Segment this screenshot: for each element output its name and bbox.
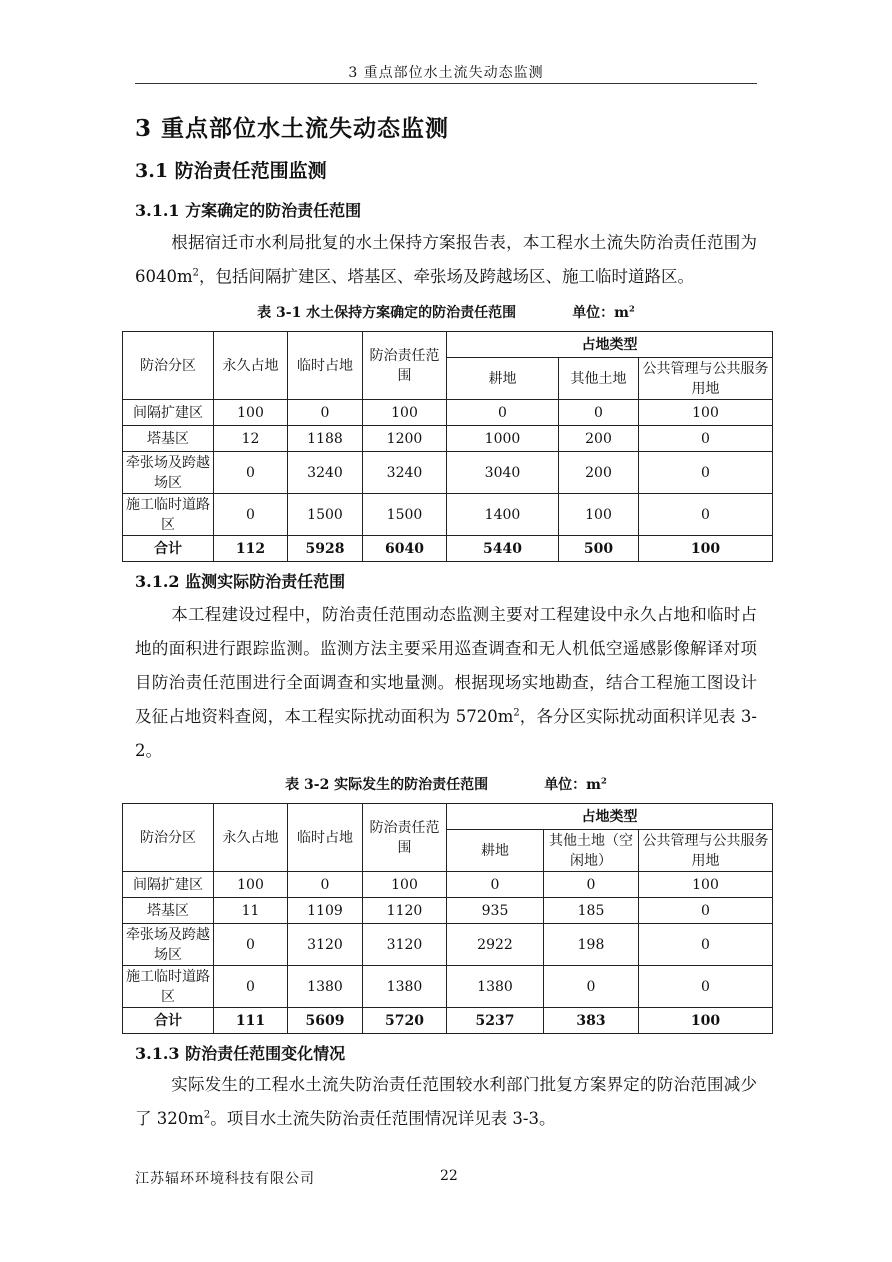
table-cell: 1500 xyxy=(363,494,447,536)
running-head: 3 重点部位水土流失动态监测 xyxy=(348,65,544,81)
table-cell: 1380 xyxy=(363,966,447,1008)
header-scope: 防治责任范围 xyxy=(363,804,447,872)
superscript: 2 xyxy=(513,707,520,719)
table-cell: 塔基区 xyxy=(123,426,214,452)
table-cell: 500 xyxy=(559,536,639,562)
table-cell: 100 xyxy=(214,872,288,898)
table-cell: 935 xyxy=(447,898,544,924)
footer-company: 江苏辐环环境科技有限公司 xyxy=(135,1171,315,1187)
caption-unit xyxy=(572,305,635,321)
table-3-2-caption xyxy=(135,774,757,794)
header-land-type: 占地类型 xyxy=(447,804,773,830)
table-cell: 383 xyxy=(544,1008,639,1034)
subsection-title-311: 3.1.1 方案确定的防治责任范围 xyxy=(135,201,362,220)
table-cell: 1400 xyxy=(447,494,559,536)
table-row xyxy=(123,898,773,924)
table-cell: 6040 xyxy=(363,536,447,562)
paragraph-312-text-b: ，各分区实际扰动面积详见表 3-2。 xyxy=(135,707,757,760)
table-cell: 0 xyxy=(639,966,773,1008)
table-cell: 0 xyxy=(214,494,288,536)
table-cell: 100 xyxy=(639,536,773,562)
header-permanent-land: 永久占地 xyxy=(214,332,288,400)
paragraph-311-text-b: ，包括间隔扩建区、塔基区、牵张场及跨越场区、施工临时道路区。 xyxy=(198,267,694,286)
table-cell: 1000 xyxy=(447,426,559,452)
table-cell: 5720 xyxy=(363,1008,447,1034)
paragraph-311 xyxy=(135,226,757,294)
table-cell: 3240 xyxy=(363,452,447,494)
header-other-land: 其他土地 xyxy=(559,358,639,400)
table-cell: 100 xyxy=(639,1008,773,1034)
table-cell: 合计 xyxy=(123,536,214,562)
header-zone: 防治分区 xyxy=(123,332,214,400)
header-other-land: 其他土地（空闲地） xyxy=(544,830,639,872)
table-cell: 100 xyxy=(363,400,447,426)
table-total-row xyxy=(123,536,773,562)
table-cell: 5609 xyxy=(288,1008,363,1034)
page-number: 22 xyxy=(440,1168,458,1184)
section-title: 3.1 防治责任范围监测 xyxy=(135,160,327,182)
table-cell: 11 xyxy=(214,898,288,924)
table-cell: 牵张场及跨越场区 xyxy=(123,924,214,966)
table-header-row xyxy=(123,804,773,830)
table-cell: 0 xyxy=(447,400,559,426)
table-cell: 5928 xyxy=(288,536,363,562)
table-cell: 3120 xyxy=(363,924,447,966)
table-row xyxy=(123,400,773,426)
table-cell: 0 xyxy=(214,452,288,494)
table-cell: 1188 xyxy=(288,426,363,452)
table-cell: 1200 xyxy=(363,426,447,452)
header-temporary-land: 临时占地 xyxy=(288,804,363,872)
table-cell: 0 xyxy=(214,924,288,966)
table-cell: 0 xyxy=(639,898,773,924)
table-cell: 合计 xyxy=(123,1008,214,1034)
table-header-row xyxy=(123,332,773,358)
subsection-title-312: 3.1.2 监测实际防治责任范围 xyxy=(135,572,346,591)
table-cell: 5237 xyxy=(447,1008,544,1034)
caption-text: 表 3-2 实际发生的防治责任范围 xyxy=(285,777,489,793)
paragraph-313 xyxy=(135,1068,757,1136)
header-scope: 防治责任范围 xyxy=(363,332,447,400)
table-3-1 xyxy=(122,331,773,562)
table-cell: 100 xyxy=(363,872,447,898)
table-cell: 100 xyxy=(214,400,288,426)
header-land-type: 占地类型 xyxy=(447,332,773,358)
table-row xyxy=(123,966,773,1008)
table-cell: 0 xyxy=(447,872,544,898)
caption-unit xyxy=(544,777,607,793)
table-cell: 0 xyxy=(559,400,639,426)
table-cell: 0 xyxy=(214,966,288,1008)
table-cell: 200 xyxy=(559,426,639,452)
chapter-title: 3 重点部位水土流失动态监测 xyxy=(135,115,450,142)
table-row xyxy=(123,924,773,966)
table-cell: 1380 xyxy=(447,966,544,1008)
table-cell: 2922 xyxy=(447,924,544,966)
table-cell: 12 xyxy=(214,426,288,452)
unit-text: 单位：m xyxy=(544,777,602,793)
table-cell: 牵张场及跨越场区 xyxy=(123,452,214,494)
table-cell: 3040 xyxy=(447,452,559,494)
table-row xyxy=(123,494,773,536)
header-rule xyxy=(135,83,757,84)
superscript: 2 xyxy=(601,775,607,786)
header-farmland: 耕地 xyxy=(447,830,544,872)
superscript: 2 xyxy=(192,267,199,279)
table-cell: 200 xyxy=(559,452,639,494)
unit-text: 单位：m xyxy=(572,305,630,321)
table-cell: 0 xyxy=(639,426,773,452)
table-cell: 施工临时道路区 xyxy=(123,494,214,536)
table-cell: 间隔扩建区 xyxy=(123,872,214,898)
table-cell: 0 xyxy=(544,966,639,1008)
table-row xyxy=(123,452,773,494)
table-cell: 100 xyxy=(559,494,639,536)
superscript: 2 xyxy=(203,1109,211,1121)
caption-text: 表 3-1 水土保持方案确定的防治责任范围 xyxy=(257,305,517,321)
table-cell: 198 xyxy=(544,924,639,966)
table-cell: 0 xyxy=(288,400,363,426)
paragraph-313-text-a: 实际发生的工程水土流失防治责任范围较水利部门批复方案界定的防治范围减少了 320m xyxy=(135,1075,757,1128)
table-cell: 1109 xyxy=(288,898,363,924)
table-cell: 1380 xyxy=(288,966,363,1008)
table-cell: 100 xyxy=(639,872,773,898)
table-cell: 0 xyxy=(639,494,773,536)
table-cell: 111 xyxy=(214,1008,288,1034)
table-row xyxy=(123,426,773,452)
table-cell: 间隔扩建区 xyxy=(123,400,214,426)
table-cell: 1120 xyxy=(363,898,447,924)
table-cell: 0 xyxy=(639,452,773,494)
table-cell: 5440 xyxy=(447,536,559,562)
table-row xyxy=(123,872,773,898)
table-cell: 0 xyxy=(639,924,773,966)
header-temporary-land: 临时占地 xyxy=(288,332,363,400)
table-3-1-caption xyxy=(135,302,757,322)
header-permanent-land: 永久占地 xyxy=(214,804,288,872)
subsection-title-313: 3.1.3 防治责任范围变化情况 xyxy=(135,1044,346,1063)
table-cell: 1500 xyxy=(288,494,363,536)
table-cell: 3240 xyxy=(288,452,363,494)
paragraph-312-text-a: 本工程建设过程中，防治责任范围动态监测主要对工程建设中永久占地和临时占地的面积进行跟踪监测。监测方法主要采用巡查调查和无人机低空遥感影像解译对项目防治责任范围进行全面调查和实地量测。根据现场实地勘查，结合工程施工图设计及征占地资料查阅，本工程实际扰动面积为 5720m xyxy=(135,605,757,726)
table-cell: 3120 xyxy=(288,924,363,966)
table-cell: 0 xyxy=(544,872,639,898)
table-cell: 185 xyxy=(544,898,639,924)
header-farmland: 耕地 xyxy=(447,358,559,400)
superscript: 2 xyxy=(629,303,635,314)
paragraph-313-text-b: 。项目水土流失防治责任范围情况详见表 3-3。 xyxy=(210,1109,556,1128)
paragraph-312 xyxy=(135,598,757,768)
table-cell: 0 xyxy=(288,872,363,898)
header-public-land: 公共管理与公共服务用地 xyxy=(639,830,773,872)
table-cell: 100 xyxy=(639,400,773,426)
table-cell: 施工临时道路区 xyxy=(123,966,214,1008)
table-cell: 塔基区 xyxy=(123,898,214,924)
paragraph-311-text-a: 根据宿迁市水利局批复的水土保持方案报告表，本工程水土流失防治责任范围为 6040m xyxy=(135,233,757,286)
header-zone: 防治分区 xyxy=(123,804,214,872)
header-public-land: 公共管理与公共服务用地 xyxy=(639,358,773,400)
table-cell: 112 xyxy=(214,536,288,562)
table-total-row xyxy=(123,1008,773,1034)
table-3-2 xyxy=(122,803,773,1034)
